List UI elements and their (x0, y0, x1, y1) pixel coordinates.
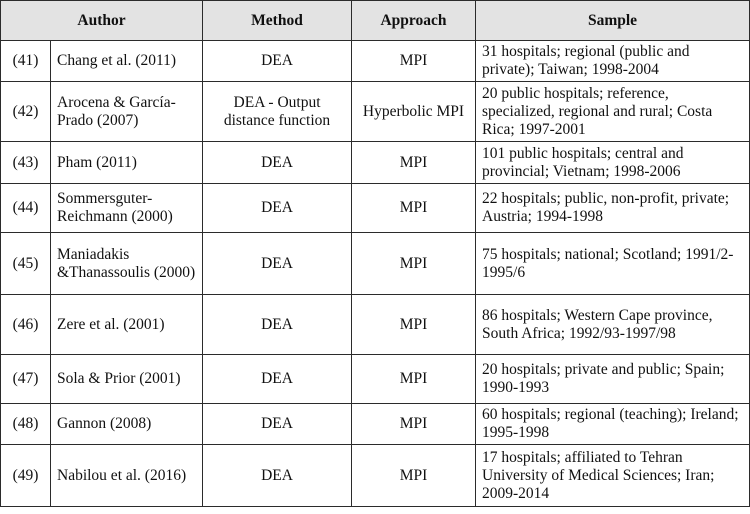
reference-number: (47) (1, 355, 51, 404)
method-cell: DEA (203, 233, 352, 295)
reference-number: (41) (1, 41, 51, 82)
sample-cell: 101 public hospitals; central and provincial; Vietnam; 1998-2006 (476, 142, 750, 184)
reference-number: (46) (1, 295, 51, 355)
sample-cell: 17 hospitals; affiliated to Tehran University of Medical Sciences; Iran; 2009-2014 (476, 445, 750, 507)
header-author: Author (1, 1, 203, 41)
table-row (1, 184, 750, 233)
approach-cell: MPI (352, 142, 476, 184)
sample-cell: 60 hospitals; regional (teaching); Ireland; 1995-1998 (476, 404, 750, 445)
sample-cell: 31 hospitals; regional (public and private); Taiwan; 1998-2004 (476, 41, 750, 82)
author-cell: Sola & Prior (2001) (51, 355, 203, 404)
author-cell: Chang et al. (2011) (51, 41, 203, 82)
approach-cell: MPI (352, 233, 476, 295)
header-method: Method (203, 1, 352, 41)
table-row (1, 295, 750, 355)
author-cell: Gannon (2008) (51, 404, 203, 445)
table-row (1, 445, 750, 507)
table-row (1, 233, 750, 295)
sample-cell: 22 hospitals; public, non-profit, private; Austria; 1994-1998 (476, 184, 750, 233)
method-cell: DEA (203, 355, 352, 404)
approach-cell: MPI (352, 184, 476, 233)
header-approach: Approach (352, 1, 476, 41)
approach-cell: MPI (352, 404, 476, 445)
method-cell: DEA (203, 295, 352, 355)
header-sample: Sample (476, 1, 750, 41)
reference-number: (44) (1, 184, 51, 233)
method-cell: DEA (203, 142, 352, 184)
table-row (1, 404, 750, 445)
author-cell: Nabilou et al. (2016) (51, 445, 203, 507)
header-row (1, 1, 750, 41)
table-row (1, 355, 750, 404)
reference-number: (49) (1, 445, 51, 507)
method-cell: DEA (203, 184, 352, 233)
reference-number: (48) (1, 404, 51, 445)
sample-cell: 75 hospitals; national; Scotland; 1991/2-1995/6 (476, 233, 750, 295)
author-cell: Sommersguter-Reichmann (2000) (51, 184, 203, 233)
sample-cell: 20 hospitals; private and public; Spain; 1990-1993 (476, 355, 750, 404)
approach-cell: MPI (352, 295, 476, 355)
author-cell: Maniadakis &Thanassoulis (2000) (51, 233, 203, 295)
method-cell: DEA - Output distance function (203, 82, 352, 142)
approach-cell: Hyperbolic MPI (352, 82, 476, 142)
table-row (1, 82, 750, 142)
table-row (1, 41, 750, 82)
reference-number: (42) (1, 82, 51, 142)
reference-number: (45) (1, 233, 51, 295)
method-cell: DEA (203, 404, 352, 445)
method-cell: DEA (203, 445, 352, 507)
author-cell: Pham (2011) (51, 142, 203, 184)
method-cell: DEA (203, 41, 352, 82)
table-row (1, 142, 750, 184)
author-cell: Zere et al. (2001) (51, 295, 203, 355)
approach-cell: MPI (352, 355, 476, 404)
reference-number: (43) (1, 142, 51, 184)
author-cell: Arocena & García-Prado (2007) (51, 82, 203, 142)
sample-cell: 20 public hospitals; reference, specialized, regional and rural; Costa Rica; 1997-2001 (476, 82, 750, 142)
sample-cell: 86 hospitals; Western Cape province, South Africa; 1992/93-1997/98 (476, 295, 750, 355)
approach-cell: MPI (352, 445, 476, 507)
approach-cell: MPI (352, 41, 476, 82)
